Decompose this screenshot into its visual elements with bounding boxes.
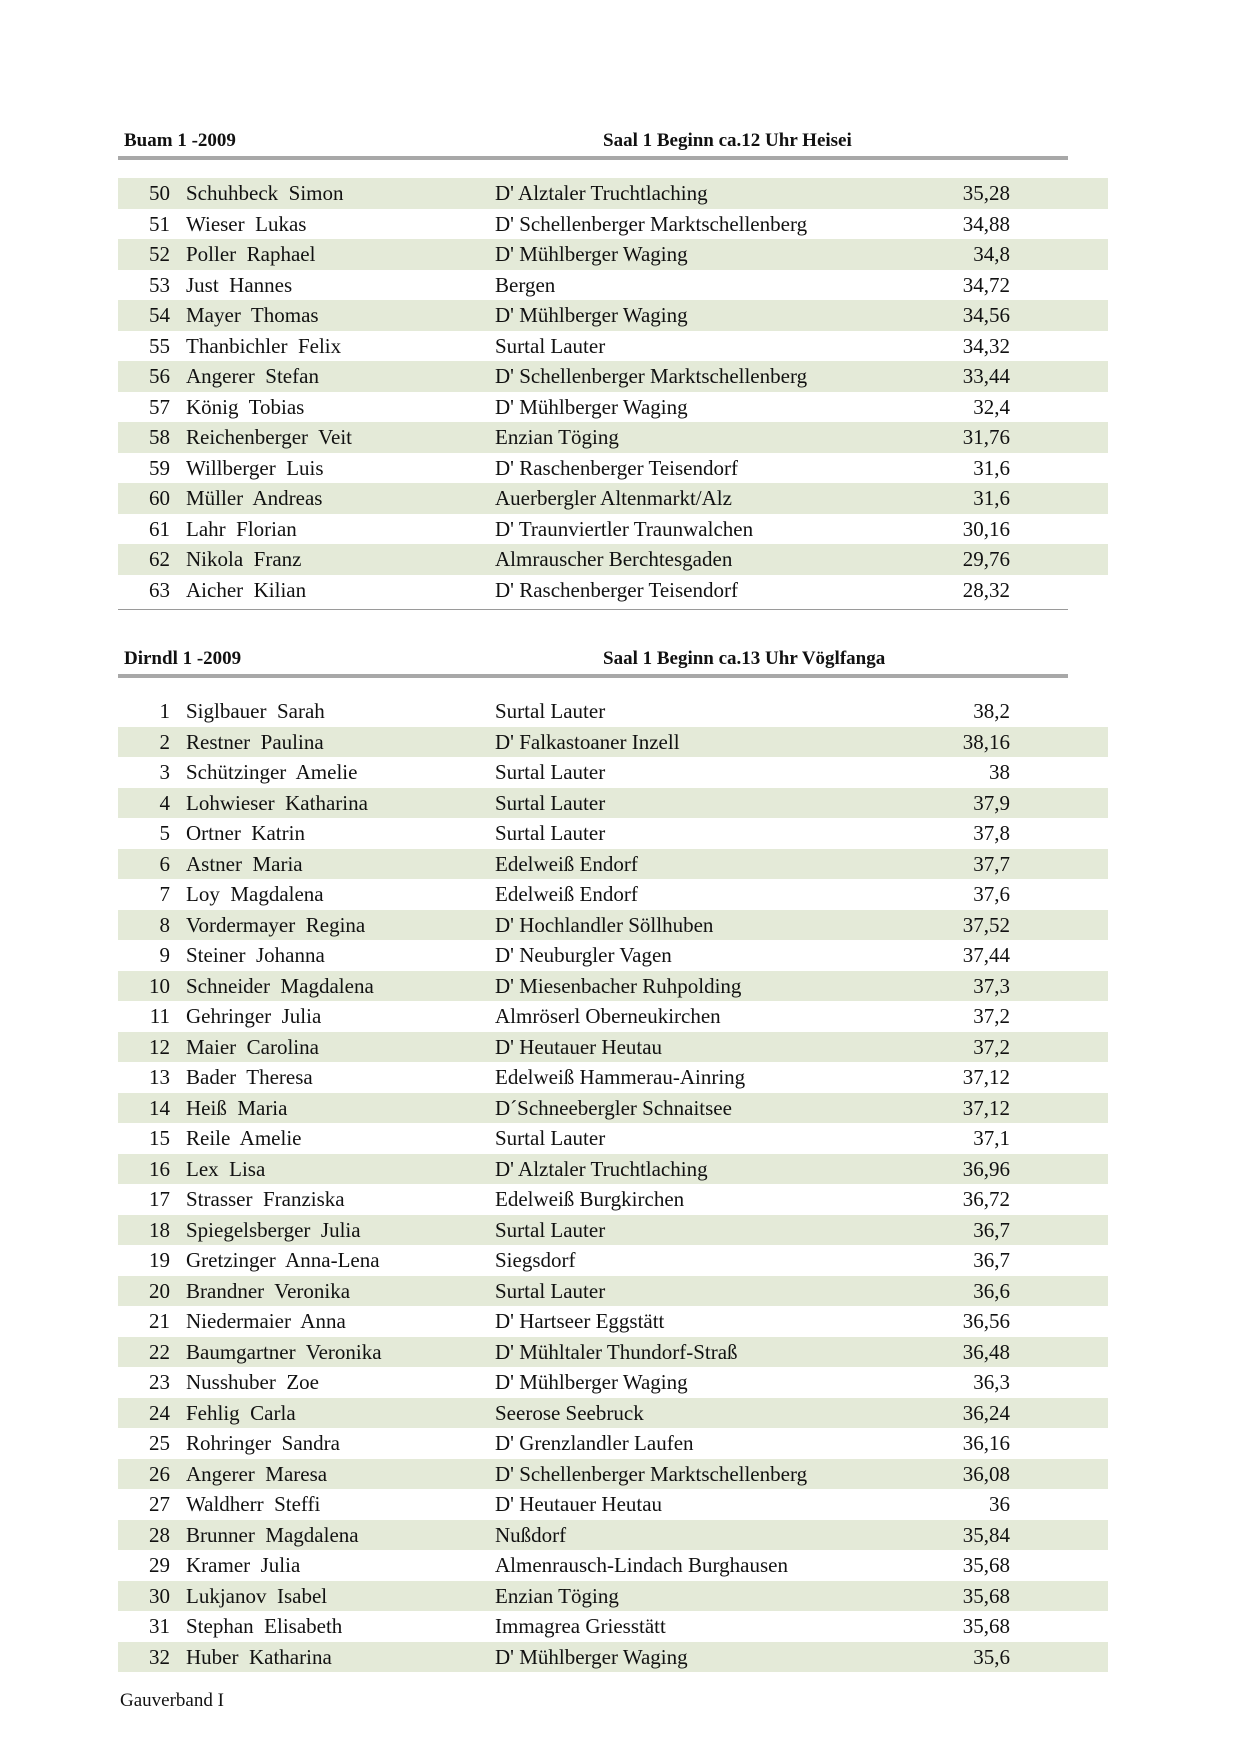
- footer-text: Gauverband I: [120, 1690, 224, 1711]
- score-value: 35,68: [962, 1553, 1010, 1577]
- competitor-name: Rohringer Sandra: [186, 1431, 340, 1455]
- score-value: 30,16: [962, 516, 1010, 541]
- score-value: 28,32: [962, 577, 1010, 602]
- rank-number: 62: [149, 547, 170, 571]
- section-info: Saal 1 Beginn ca.12 Uhr Heisei: [603, 130, 852, 151]
- score-value: 37,8: [973, 821, 1010, 845]
- rank-number: 23: [149, 1370, 170, 1394]
- club-name: D' Falkastoaner Inzell: [495, 729, 680, 754]
- competitor-name: Brunner Magdalena: [186, 1522, 359, 1547]
- rank-number: 17: [149, 1187, 170, 1211]
- table-end-rule: [118, 609, 1068, 610]
- competitor-name: Reile Amelie: [186, 1126, 302, 1150]
- table-row: [118, 971, 1108, 1002]
- section-title: Dirndl 1 -2009: [124, 648, 242, 669]
- competitor-name: Schneider Magdalena: [186, 973, 374, 998]
- club-name: D' Traunviertler Traunwalchen: [495, 516, 754, 541]
- rank-number: 24: [149, 1400, 170, 1425]
- club-name: D' Mühlberger Waging: [495, 1370, 688, 1394]
- rank-number: 30: [149, 1583, 170, 1608]
- table-row: [118, 1398, 1108, 1429]
- score-value: 35,68: [962, 1614, 1010, 1638]
- table-row: [118, 209, 1108, 240]
- competitor-name: König Tobias: [186, 394, 305, 419]
- table-row: [118, 361, 1108, 392]
- club-name: Immagrea Griesstätt: [495, 1614, 666, 1638]
- score-value: 37,1: [973, 1126, 1010, 1150]
- competitor-name: Angerer Maresa: [186, 1461, 328, 1486]
- competitor-name: Nikola Franz: [186, 547, 302, 571]
- table-row: [118, 1489, 1108, 1520]
- rank-number: 28: [149, 1522, 170, 1547]
- competitor-name: Gehringer Julia: [186, 1004, 322, 1028]
- rank-number: 1: [159, 699, 170, 723]
- club-name: Almrauscher Berchtesgaden: [495, 547, 733, 571]
- competitor-name: Strasser Franziska: [186, 1187, 345, 1211]
- score-value: 36,6: [973, 1278, 1010, 1303]
- score-value: 35,6: [973, 1644, 1010, 1669]
- table-row: [118, 1367, 1108, 1398]
- table-row: [118, 910, 1108, 941]
- score-value: 37,52: [962, 912, 1010, 937]
- competitor-name: Spiegelsberger Julia: [186, 1217, 361, 1242]
- score-value: 35,28: [962, 181, 1010, 205]
- score-value: 32,4: [973, 394, 1010, 419]
- section-info: Saal 1 Beginn ca.13 Uhr Vöglfanga: [603, 648, 886, 669]
- score-value: 36,96: [962, 1156, 1010, 1181]
- score-value: 37,12: [962, 1065, 1010, 1089]
- competitor-name: Poller Raphael: [186, 242, 316, 266]
- rank-number: 54: [149, 303, 170, 327]
- table-row: [118, 1032, 1108, 1063]
- table-row: [118, 1062, 1108, 1093]
- table-row: [118, 1001, 1108, 1032]
- table-row: [118, 514, 1108, 545]
- score-value: 36,72: [962, 1187, 1010, 1211]
- table-row: [118, 1123, 1108, 1154]
- table-row: [118, 1581, 1108, 1612]
- competitor-name: Thanbichler Felix: [186, 333, 342, 358]
- competitor-name: Wieser Lukas: [186, 211, 307, 236]
- club-name: Auerbergler Altenmarkt/Alz: [495, 486, 732, 510]
- rank-number: 15: [149, 1126, 170, 1150]
- competitor-name: Brandner Veronika: [186, 1278, 351, 1303]
- club-name: Seerose Seebruck: [495, 1400, 644, 1425]
- rank-number: 27: [149, 1492, 170, 1516]
- table-row: [118, 575, 1108, 606]
- table-row: [118, 1215, 1108, 1246]
- score-value: 37,2: [973, 1004, 1010, 1028]
- score-value: 35,84: [962, 1522, 1010, 1547]
- table-row: [118, 1276, 1108, 1307]
- rank-number: 10: [149, 973, 170, 998]
- competitor-name: Niedermaier Anna: [186, 1309, 346, 1333]
- club-name: D' Neuburgler Vagen: [495, 943, 672, 967]
- competitor-name: Steiner Johanna: [186, 943, 325, 967]
- club-name: Surtal Lauter: [495, 821, 606, 845]
- competitor-name: Waldherr Steffi: [186, 1492, 321, 1516]
- section-dirndl: [118, 648, 1108, 1669]
- table-row: [118, 270, 1108, 301]
- club-name: Surtal Lauter: [495, 760, 606, 784]
- rank-number: 22: [149, 1339, 170, 1364]
- competitor-name: Mayer Thomas: [186, 303, 319, 327]
- club-name: Surtal Lauter: [495, 790, 606, 815]
- score-value: 34,8: [973, 242, 1010, 266]
- section-title: Buam 1 -2009: [124, 130, 236, 151]
- rank-number: 61: [149, 516, 170, 541]
- score-value: 29,76: [962, 547, 1010, 571]
- competitor-name: Lohwieser Katharina: [186, 790, 368, 815]
- score-value: 36,7: [973, 1248, 1010, 1272]
- rank-number: 59: [149, 455, 170, 480]
- rank-number: 11: [149, 1004, 170, 1028]
- rank-number: 12: [149, 1034, 170, 1059]
- rank-number: 21: [149, 1309, 170, 1333]
- club-name: D' Raschenberger Teisendorf: [495, 455, 738, 480]
- rank-number: 6: [159, 851, 170, 876]
- competitor-name: Huber Katharina: [186, 1644, 332, 1669]
- score-value: 31,6: [973, 486, 1010, 510]
- competitor-name: Stephan Elisabeth: [186, 1614, 343, 1638]
- competitor-name: Heiß Maria: [186, 1095, 288, 1120]
- club-name: Surtal Lauter: [495, 1126, 606, 1150]
- table-row: [118, 1093, 1108, 1124]
- competitor-name: Fehlig Carla: [186, 1400, 296, 1425]
- table-row: [118, 1642, 1108, 1673]
- rank-number: 29: [149, 1553, 170, 1577]
- competitor-name: Restner Paulina: [186, 729, 324, 754]
- club-name: Siegsdorf: [495, 1248, 576, 1272]
- score-value: 36: [989, 1492, 1010, 1516]
- rank-number: 7: [159, 882, 170, 906]
- table-row: [118, 239, 1108, 270]
- club-name: D' Miesenbacher Ruhpolding: [495, 973, 742, 998]
- club-name: D' Mühlberger Waging: [495, 303, 688, 327]
- competitor-name: Aicher Kilian: [186, 577, 307, 602]
- score-value: 36,3: [973, 1370, 1010, 1394]
- club-name: D' Raschenberger Teisendorf: [495, 577, 738, 602]
- club-name: Almröserl Oberneukirchen: [495, 1004, 721, 1028]
- club-name: Bergen: [495, 272, 556, 297]
- rank-number: 51: [149, 211, 170, 236]
- club-name: D' Mühlberger Waging: [495, 1644, 688, 1669]
- club-name: Edelweiß Burgkirchen: [495, 1187, 685, 1211]
- rank-number: 57: [149, 394, 170, 419]
- rank-number: 60: [149, 486, 170, 510]
- table-row: [118, 1154, 1108, 1185]
- score-value: 31,76: [962, 425, 1010, 449]
- club-name: Surtal Lauter: [495, 1217, 606, 1242]
- rank-number: 14: [149, 1095, 170, 1120]
- rank-number: 19: [149, 1248, 170, 1272]
- competitor-name: Lex Lisa: [186, 1156, 266, 1181]
- competitor-name: Siglbauer Sarah: [186, 699, 325, 723]
- score-value: 33,44: [962, 364, 1010, 388]
- score-value: 37,7: [973, 851, 1010, 876]
- club-name: Enzian Töging: [495, 1583, 619, 1608]
- score-value: 38: [989, 760, 1010, 784]
- club-name: D' Heutauer Heutau: [495, 1034, 663, 1059]
- competitor-name: Lukjanov Isabel: [186, 1583, 328, 1608]
- section-buam: [118, 130, 1108, 602]
- club-name: Edelweiß Endorf: [495, 851, 638, 876]
- club-name: Edelweiß Endorf: [495, 882, 638, 906]
- rank-number: 52: [149, 242, 170, 266]
- club-name: Edelweiß Hammerau-Ainring: [495, 1065, 746, 1089]
- score-value: 34,32: [962, 333, 1010, 358]
- score-value: 36,24: [962, 1400, 1010, 1425]
- header-rule: [118, 674, 1068, 678]
- table-row: [118, 422, 1108, 453]
- rank-number: 50: [149, 181, 170, 205]
- score-value: 36,48: [962, 1339, 1010, 1364]
- score-value: 36,56: [962, 1309, 1010, 1333]
- rank-number: 2: [159, 729, 170, 754]
- club-name: D' Alztaler Truchtlaching: [495, 1156, 708, 1181]
- competitor-name: Kramer Julia: [186, 1553, 301, 1577]
- table-row: [118, 483, 1108, 514]
- table-row: [118, 757, 1108, 788]
- competitor-name: Willberger Luis: [186, 455, 324, 480]
- rank-number: 3: [159, 760, 170, 784]
- rank-number: 13: [149, 1065, 170, 1089]
- table-row: [118, 696, 1108, 727]
- competitor-name: Müller Andreas: [186, 486, 323, 510]
- competitor-name: Lahr Florian: [186, 516, 297, 541]
- score-value: 37,44: [962, 943, 1010, 967]
- rank-number: 31: [149, 1614, 170, 1638]
- table-row: [118, 331, 1108, 362]
- competitor-name: Gretzinger Anna-Lena: [186, 1248, 380, 1272]
- score-value: 36,16: [962, 1431, 1010, 1455]
- competitor-name: Just Hannes: [186, 272, 293, 297]
- score-value: 36,7: [973, 1217, 1010, 1242]
- score-value: 36,08: [962, 1461, 1010, 1486]
- table-row: [118, 940, 1108, 971]
- club-name: D' Heutauer Heutau: [495, 1492, 663, 1516]
- table-row: [118, 788, 1108, 819]
- score-value: 37,9: [973, 790, 1010, 815]
- club-name: Surtal Lauter: [495, 1278, 606, 1303]
- table-row: [118, 879, 1108, 910]
- competitor-name: Schützinger Amelie: [186, 760, 358, 784]
- competitor-name: Ortner Katrin: [186, 821, 305, 845]
- club-name: D' Mühltaler Thundorf-Straß: [495, 1339, 738, 1364]
- rank-number: 55: [149, 333, 170, 358]
- rank-number: 58: [149, 425, 170, 449]
- table-row: [118, 1520, 1108, 1551]
- club-name: Nußdorf: [495, 1522, 567, 1547]
- table-row: [118, 300, 1108, 331]
- rank-number: 20: [149, 1278, 170, 1303]
- rank-number: 18: [149, 1217, 170, 1242]
- rank-number: 25: [149, 1431, 170, 1455]
- results-table: [118, 696, 1108, 1672]
- competitor-name: Reichenberger Veit: [186, 425, 353, 449]
- score-value: 35,68: [962, 1583, 1010, 1608]
- table-row: [118, 178, 1108, 209]
- club-name: D' Hartseer Eggstätt: [495, 1309, 665, 1333]
- table-row: [118, 1550, 1108, 1581]
- table-row: [118, 453, 1108, 484]
- club-name: D´Schneebergler Schnaitsee: [495, 1095, 732, 1120]
- rank-number: 8: [159, 912, 170, 937]
- club-name: Surtal Lauter: [495, 333, 606, 358]
- rank-number: 53: [149, 272, 170, 297]
- table-row: [118, 544, 1108, 575]
- club-name: D' Schellenberger Marktschellenberg: [495, 1461, 808, 1486]
- competitor-name: Nusshuber Zoe: [186, 1370, 319, 1394]
- score-value: 34,56: [962, 303, 1010, 327]
- competitor-name: Astner Maria: [186, 851, 303, 876]
- club-name: Surtal Lauter: [495, 699, 606, 723]
- table-row: [118, 1611, 1108, 1642]
- club-name: D' Schellenberger Marktschellenberg: [495, 211, 808, 236]
- score-value: 34,88: [962, 211, 1010, 236]
- competitor-name: Schuhbeck Simon: [186, 181, 344, 205]
- score-value: 34,72: [962, 272, 1010, 297]
- club-name: D' Alztaler Truchtlaching: [495, 181, 708, 205]
- table-row: [118, 1459, 1108, 1490]
- club-name: D' Hochlandler Söllhuben: [495, 912, 714, 937]
- club-name: Enzian Töging: [495, 425, 619, 449]
- table-row: [118, 727, 1108, 758]
- rank-number: 63: [149, 577, 170, 602]
- score-value: 37,3: [973, 973, 1010, 998]
- club-name: D' Schellenberger Marktschellenberg: [495, 364, 808, 388]
- rank-number: 32: [149, 1644, 170, 1669]
- table-row: [118, 818, 1108, 849]
- table-row: [118, 1428, 1108, 1459]
- rank-number: 16: [149, 1156, 170, 1181]
- score-value: 31,6: [973, 455, 1010, 480]
- club-name: D' Mühlberger Waging: [495, 394, 688, 419]
- score-value: 37,12: [962, 1095, 1010, 1120]
- rank-number: 26: [149, 1461, 170, 1486]
- results-table: [118, 178, 1108, 605]
- competitor-name: Loy Magdalena: [186, 882, 324, 906]
- table-row: [118, 1184, 1108, 1215]
- competitor-name: Vordermayer Regina: [186, 912, 366, 937]
- competitor-name: Baumgartner Veronika: [186, 1339, 382, 1364]
- score-value: 38,2: [973, 699, 1010, 723]
- rank-number: 4: [159, 790, 170, 815]
- table-row: [118, 1245, 1108, 1276]
- club-name: Almenrausch-Lindach Burghausen: [495, 1553, 788, 1577]
- competitor-name: Bader Theresa: [186, 1065, 313, 1089]
- table-row: [118, 1306, 1108, 1337]
- competitor-name: Maier Carolina: [186, 1034, 319, 1059]
- rank-number: 56: [149, 364, 170, 388]
- table-row: [118, 849, 1108, 880]
- rank-number: 9: [159, 943, 170, 967]
- table-row: [118, 1337, 1108, 1368]
- section-header: [118, 648, 1108, 674]
- table-row: [118, 392, 1108, 423]
- score-value: 38,16: [962, 729, 1010, 754]
- club-name: D' Mühlberger Waging: [495, 242, 688, 266]
- competitor-name: Angerer Stefan: [186, 364, 319, 388]
- rank-number: 5: [159, 821, 170, 845]
- header-rule: [118, 156, 1068, 160]
- score-value: 37,2: [973, 1034, 1010, 1059]
- section-header: [118, 130, 1108, 156]
- score-value: 37,6: [973, 882, 1010, 906]
- club-name: D' Grenzlandler Laufen: [495, 1431, 694, 1455]
